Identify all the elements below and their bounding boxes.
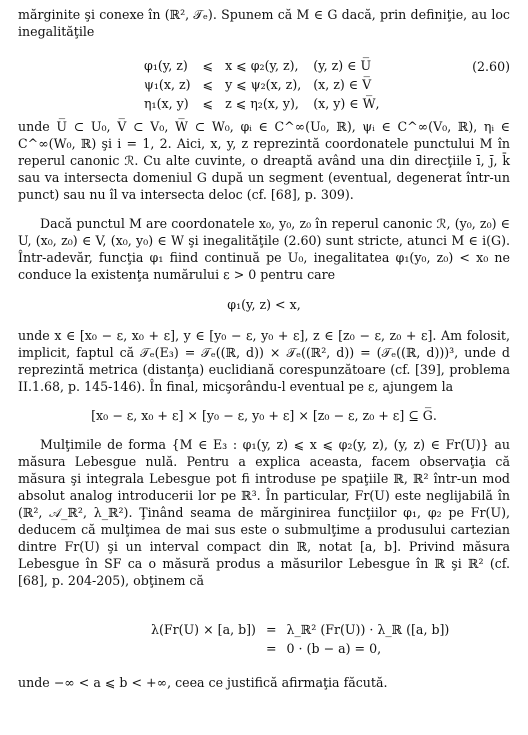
eq-rhs: y ⩽ ψ₂(x, z), <box>225 77 302 92</box>
paragraph-lebesgue: Mulţimile de forma {M ∈ E₃ : φ₁(y, z) ⩽ x ⩽ φ₂(y, z), (y, z) ∈ Fr(U)} au măsura Lebesgue nulă. Pentru a explica aceasta, facem observaţia că măsura şi integrala Lebesgue pot fi introduse pe spaţiile ℝ, ℝ² într-un mod absolut analog introducerii lor pe ℝ³. În particular, Fr(U) este neglijabilă în (ℝ², 𝒜_ℝ², λ_ℝ²). Ţinând seama de mărginirea funcţiilor φ₁, φ₂ pe Fr(U), deducem că mulţimea de mai sus este o submulţime a produsului cartezian dintre Fr(U) şi un interval compact din ℝ, notat [a, b]. Privind măsura Lebesgue în SF ca o măsură produs a măsurilor Lebesgue în ℝ şi ℝ² (cf. [68], p. 204-205), obţinem că <box>18 437 510 588</box>
inequality-system <box>138 56 386 113</box>
measure-equation <box>146 620 454 658</box>
display-inequality: φ₁(y, z) < x, <box>227 297 301 312</box>
measure-rhs: λ_ℝ² (Fr(U)) · λ_ℝ ([a, b]) <box>286 622 450 637</box>
eq-lhs: η₁(x, y) <box>144 96 189 111</box>
eq-rel: ⩽ <box>202 96 214 111</box>
paragraph-topology: unde x ∈ [x₀ − ε, x₀ + ε], y ∈ [y₀ − ε, y₀ + ε], z ∈ [z₀ − ε, z₀ + ε]. Am folosit, implicit, faptul că 𝒯ₑ(E₃) = 𝒯ₑ((ℝ, d)) × 𝒯ₑ((ℝ², d)) = (𝒯ₑ((ℝ, d)))³, unde d reprezintă metrica (distanţa) euclidiană corespunzătoare (cf. [39], problema II.1.68, p. 145-146). În final, micşorându-l eventual pe ε, ajungem la <box>18 328 510 394</box>
measure-rel: = <box>265 641 277 656</box>
eq-domain: (y, z) ∈ U̅ <box>313 58 372 73</box>
paragraph-intro: mărginite şi conexe în (ℝ², 𝒯ₑ). Spunem că M ∈ G dacă, prin definiţie, au loc inegalităţile <box>18 7 510 39</box>
inequality-row <box>138 75 386 94</box>
eq-rhs: z ⩽ η₂(x, y), <box>225 96 299 111</box>
measure-row <box>146 620 454 639</box>
measure-lhs <box>146 639 261 658</box>
eq-lhs: ψ₁(x, z) <box>144 77 191 92</box>
eq-rel: ⩽ <box>202 58 214 73</box>
inequality-row <box>138 56 386 75</box>
paragraph-conditions: unde U̅ ⊂ U₀, V̅ ⊂ V₀, W̅ ⊂ W₀, φᵢ ∈ C^∞(U₀, ℝ), ψᵢ ∈ C^∞(V₀, ℝ), ηᵢ ∈ C^∞(W₀, ℝ) şi i = 1, 2. Aici, x, y, z reprezintă coordonatele punctului M în reperul canonic ℛ. Cu alte cuvinte, o dreaptă având una din direcţiile ī, j̄, k̄ sau va intersecta domeniul G după un segment (eventual, degenerat într-un punct) sau nu îl va intersecta deloc (cf. [68], p. 309). <box>18 119 510 202</box>
display-inclusion: [x₀ − ε, x₀ + ε] × [y₀ − ε, y₀ + ε] × [z₀ − ε, z₀ + ε] ⊆ G̅. <box>91 408 437 423</box>
paragraph-interior-point: Dacă punctul M are coordonatele x₀, y₀, z₀ în reperul canonic ℛ, (y₀, z₀) ∈ U, (x₀, z₀) ∈ V, (x₀, y₀) ∈ W şi inegalităţile (2.60) sunt stricte, atunci M ∈ i(G). Într-adevăr, funcţia φ₁ fiind continuă pe U₀, inegalitatea φ₁(y₀, z₀) < x₀ ne conduce la existenţa numărului ε > 0 pentru care <box>18 216 510 282</box>
eq-lhs: φ₁(y, z) <box>144 58 188 73</box>
paragraph-conclusion: unde −∞ < a ⩽ b < +∞, ceea ce justifică afirmaţia făcută. <box>18 675 388 690</box>
measure-lhs: λ(Fr(U) × [a, b]) <box>151 622 256 637</box>
eq-domain: (x, z) ∈ V̅ <box>313 77 372 92</box>
eq-rel: ⩽ <box>202 77 214 92</box>
equation-number: (2.60) <box>472 59 510 74</box>
inequality-row <box>138 94 386 113</box>
eq-domain: (x, y) ∈ W̅, <box>313 96 380 111</box>
measure-row <box>146 639 454 658</box>
measure-rel: = <box>265 622 277 637</box>
eq-rhs: x ⩽ φ₂(y, z), <box>225 58 299 73</box>
measure-rhs: 0 · (b − a) = 0, <box>286 641 382 656</box>
